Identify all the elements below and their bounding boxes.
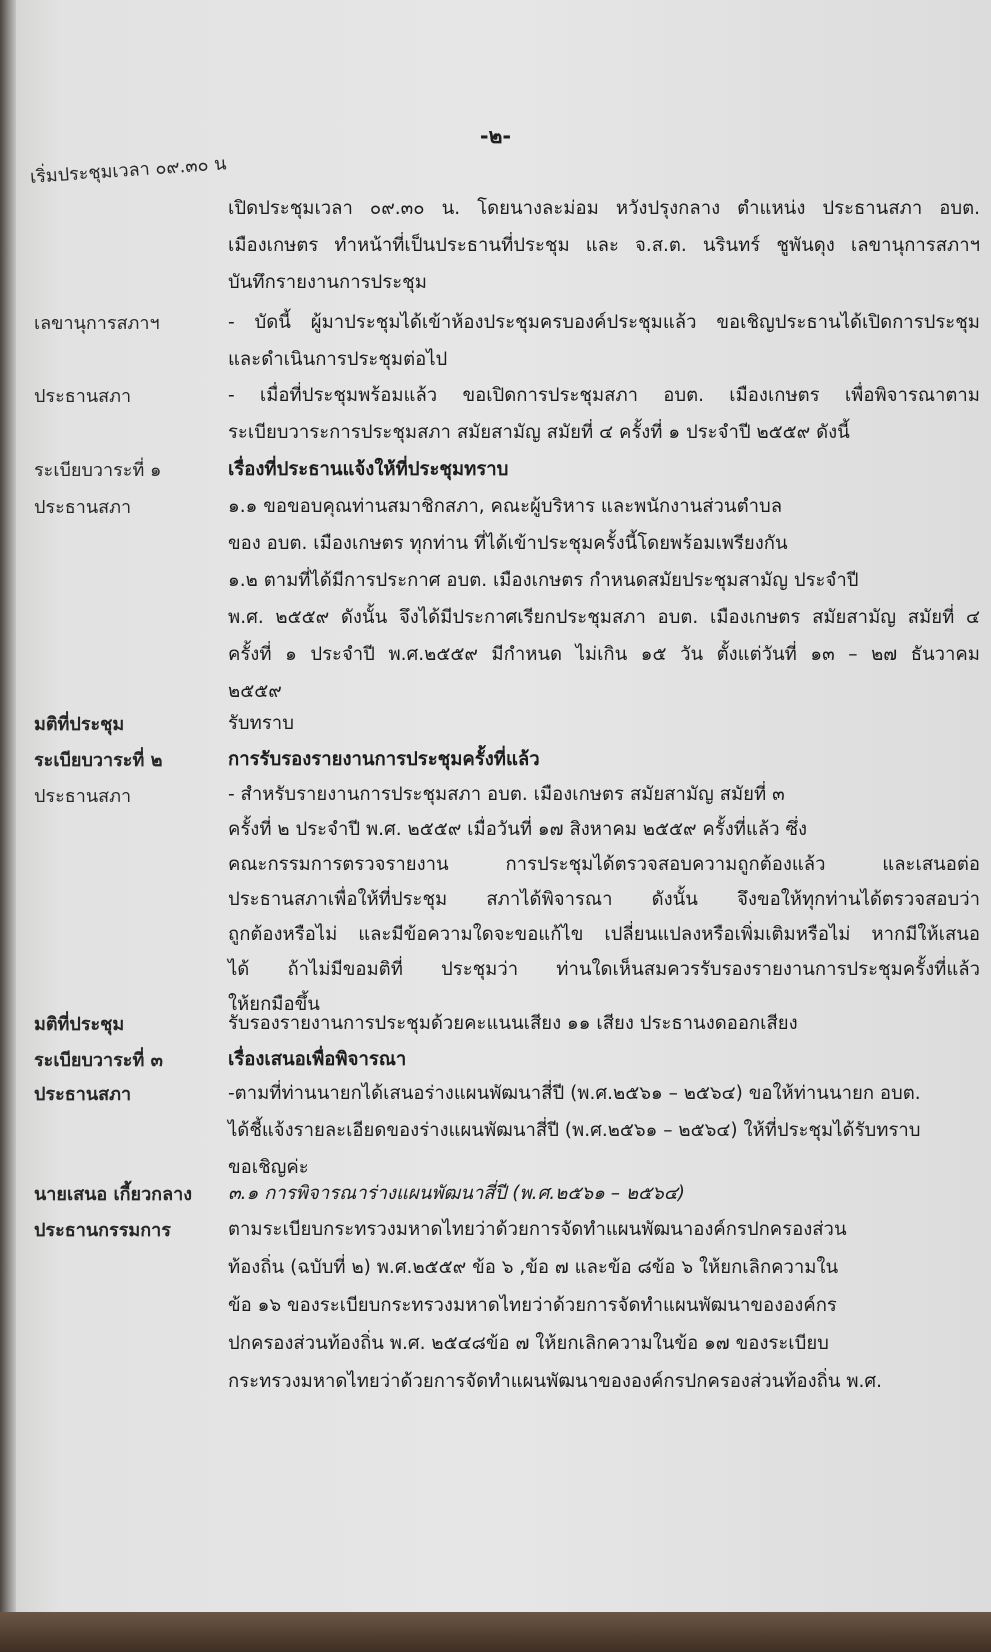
agenda-label: ระเบียบวาระที่ ๓ xyxy=(34,1050,163,1071)
agenda-label: ระเบียบวาระที่ ๑ xyxy=(34,460,162,481)
text-line: ๑.๒ ตามที่ได้มีการประกาศ อบต. เมืองเกษตร กำหนดสมัยประชุมสามัญ ประจำปี xyxy=(228,570,859,591)
speaker-text xyxy=(228,1075,980,1186)
start-time-label: เริ่มประชุมเวลา ๐๙.๓๐ น xyxy=(29,153,228,188)
text-line: เมืองเกษตร ทำหน้าที่เป็นประธานที่ประชุม และ จ.ส.ต. นรินทร์ ชูพันดุง เลขานุการสภาฯ xyxy=(228,235,980,256)
text-line: ขอเชิญค่ะ xyxy=(228,1157,309,1178)
agenda-heading xyxy=(228,451,980,488)
speaker-text xyxy=(228,488,980,710)
text-line: ครั้งที่ ๑ ประจำปี พ.ศ.๒๕๕๙ มีกำหนด ไม่เกิน ๑๕ วัน ตั้งแต่วันที่ ๑๓ – ๒๗ ธันวาคม xyxy=(228,644,980,665)
text-line: ได้ชี้แจ้งรายละเอียดของร่างแผนพัฒนาสี่ปี (พ.ศ.๒๕๖๑ – ๒๕๖๔) ให้ที่ประชุมได้รับทราบ xyxy=(228,1120,921,1141)
text-line: บันทึกรายงานการประชุม xyxy=(228,272,427,293)
speaker-text xyxy=(228,777,980,1022)
text-line: ถูกต้องหรือไม่ และมีข้อความใดจะขอแก้ไข เปลี่ยนแปลงหรือเพิ่มเติมหรือไม่ หากมีให้เสนอ xyxy=(228,924,980,945)
text-line: พ.ศ. ๒๕๕๙ ดังนั้น จึงได้มีประกาศเรียกประชุมสภา อบต. เมืองเกษตร สมัยสามัญ สมัยที่ ๔ xyxy=(228,607,980,628)
heading-line: เรื่องที่ประธานแจ้งให้ที่ประชุมทราบ xyxy=(228,459,509,480)
heading-line: การรับรองรายงานการประชุมครั้งที่แล้ว xyxy=(228,749,540,770)
text-line: ของ อบต. เมืองเกษตร ทุกท่าน ที่ได้เข้าประชุมครั้งนี้โดยพร้อมเพรียงกัน xyxy=(228,533,788,554)
text-line: รับทราบ xyxy=(228,713,294,734)
resolution-text xyxy=(228,705,980,742)
heading-line: เรื่องเสนอเพื่อพิจารณา xyxy=(228,1049,407,1070)
speaker-label: ประธานสภา xyxy=(34,497,132,518)
speaker-text xyxy=(228,377,980,451)
opening-text xyxy=(228,190,980,301)
text-line: - เมื่อที่ประชุมพร้อมแล้ว ขอเปิดการประชุมสภา อบต. เมืองเกษตร เพื่อพิจารณาตาม xyxy=(228,385,980,406)
speaker-name: นายเสนอ เกี้ยวกลาง xyxy=(34,1184,193,1205)
speaker-label: ประธานสภา xyxy=(34,386,132,407)
text-line: กระทรวงมหาดไทยว่าด้วยการจัดทำแผนพัฒนาขององค์กรปกครองส่วนท้องถิ่น พ.ศ. xyxy=(228,1371,883,1392)
text-line: ได้ ถ้าไม่มีขอมติที่ ประชุมว่า ท่านใดเห็นสมควรรับรองรายงานการประชุมครั้งที่แล้ว xyxy=(228,959,980,980)
agenda-heading xyxy=(228,1041,980,1078)
binding-edge xyxy=(0,0,16,1652)
desk-surface xyxy=(0,1612,991,1652)
text-line: - สำหรับรายงานการประชุมสภา อบต. เมืองเกษตร สมัยสามัญ สมัยที่ ๓ xyxy=(228,784,785,805)
text-line: - บัดนี้ ผู้มาประชุมได้เข้าห้องประชุมครบองค์ประชุมแล้ว ขอเชิญประธานได้เปิดการประชุม xyxy=(228,312,980,333)
speaker-text xyxy=(228,1211,980,1401)
text-line: ท้องถิ่น (ฉบับที่ ๒) พ.ศ.๒๕๕๙ ข้อ ๖ ,ข้อ ๗ และข้อ ๘ข้อ ๖ ให้ยกเลิกความใน xyxy=(228,1257,839,1278)
text-line: ประธานสภาเพื่อให้ที่ประชุม สภาได้พิจารณา ดังนั้น จึงขอให้ทุกท่านได้ตรวจสอบว่า xyxy=(228,889,980,910)
agenda-heading xyxy=(228,741,980,778)
speaker-label: เลขานุการสภาฯ xyxy=(34,313,160,334)
text-line: เปิดประชุมเวลา ๐๙.๓๐ น. โดยนางละม่อม หวังปรุงกลาง ตำแหน่ง ประธานสภา อบต. xyxy=(228,198,980,219)
text-line: -ตามที่ท่านนายกได้เสนอร่างแผนพัฒนาสี่ปี (พ.ศ.๒๕๖๑ – ๒๕๖๔) ขอให้ท่านนายก อบต. xyxy=(228,1083,921,1104)
text-line: ครั้งที่ ๒ ประจำปี พ.ศ. ๒๕๕๙ เมื่อวันที่ ๑๗ สิงหาคม ๒๕๕๙ ครั้งที่แล้ว ซึ่ง xyxy=(228,819,808,840)
item-heading xyxy=(228,1175,980,1212)
resolution-label: มติที่ประชุม xyxy=(34,1014,125,1035)
agenda-label: ระเบียบวาระที่ ๒ xyxy=(34,750,163,771)
resolution-text xyxy=(228,1005,980,1042)
text-line: และดำเนินการประชุมต่อไป xyxy=(228,349,448,370)
speaker-label: ประธานสภา xyxy=(34,786,132,807)
text-line: ๒๕๕๙ xyxy=(228,681,282,702)
text-line: ตามระเบียบกระทรวงมหาดไทยว่าด้วยการจัดทำแผนพัฒนาองค์กรปกครองส่วน xyxy=(228,1219,847,1240)
speaker-label: ประธานสภา xyxy=(34,1084,132,1105)
speaker-text xyxy=(228,304,980,378)
text-line: ๑.๑ ขอขอบคุณท่านสมาชิกสภา, คณะผู้บริหาร และพนักงานส่วนตำบล xyxy=(228,496,783,517)
resolution-label: มติที่ประชุม xyxy=(34,714,125,735)
speaker-role: ประธานกรรมการ xyxy=(34,1220,171,1241)
text-line: ข้อ ๑๖ ของระเบียบกระทรวงมหาดไทยว่าด้วยการจัดทำแผนพัฒนาขององค์กร xyxy=(228,1295,837,1316)
heading-line: ๓.๑ การพิจารณาร่างแผนพัฒนาสี่ปี (พ.ศ.๒๕๖๑ – ๒๕๖๔) xyxy=(228,1183,685,1204)
text-line: ให้ยกมือขึ้น xyxy=(228,994,320,1015)
text-line: คณะกรรมการตรวจรายงาน การประชุมได้ตรวจสอบความถูกต้องแล้ว และเสนอต่อ xyxy=(228,854,980,875)
page-number: -๒- xyxy=(479,124,512,148)
text-line: ปกครองส่วนท้องถิ่น พ.ศ. ๒๕๔๘ข้อ ๗ ให้ยกเลิกความในข้อ ๑๗ ของระเบียบ xyxy=(228,1333,829,1354)
text-line: รับรองรายงานการประชุมด้วยคะแนนเสียง ๑๑ เสียง ประธานงดออกเสียง xyxy=(228,1013,798,1034)
text-line: ระเบียบวาระการประชุมสภา สมัยสามัญ สมัยที่ ๔ ครั้งที่ ๑ ประจำปี ๒๕๕๙ ดังนี้ xyxy=(228,422,850,443)
